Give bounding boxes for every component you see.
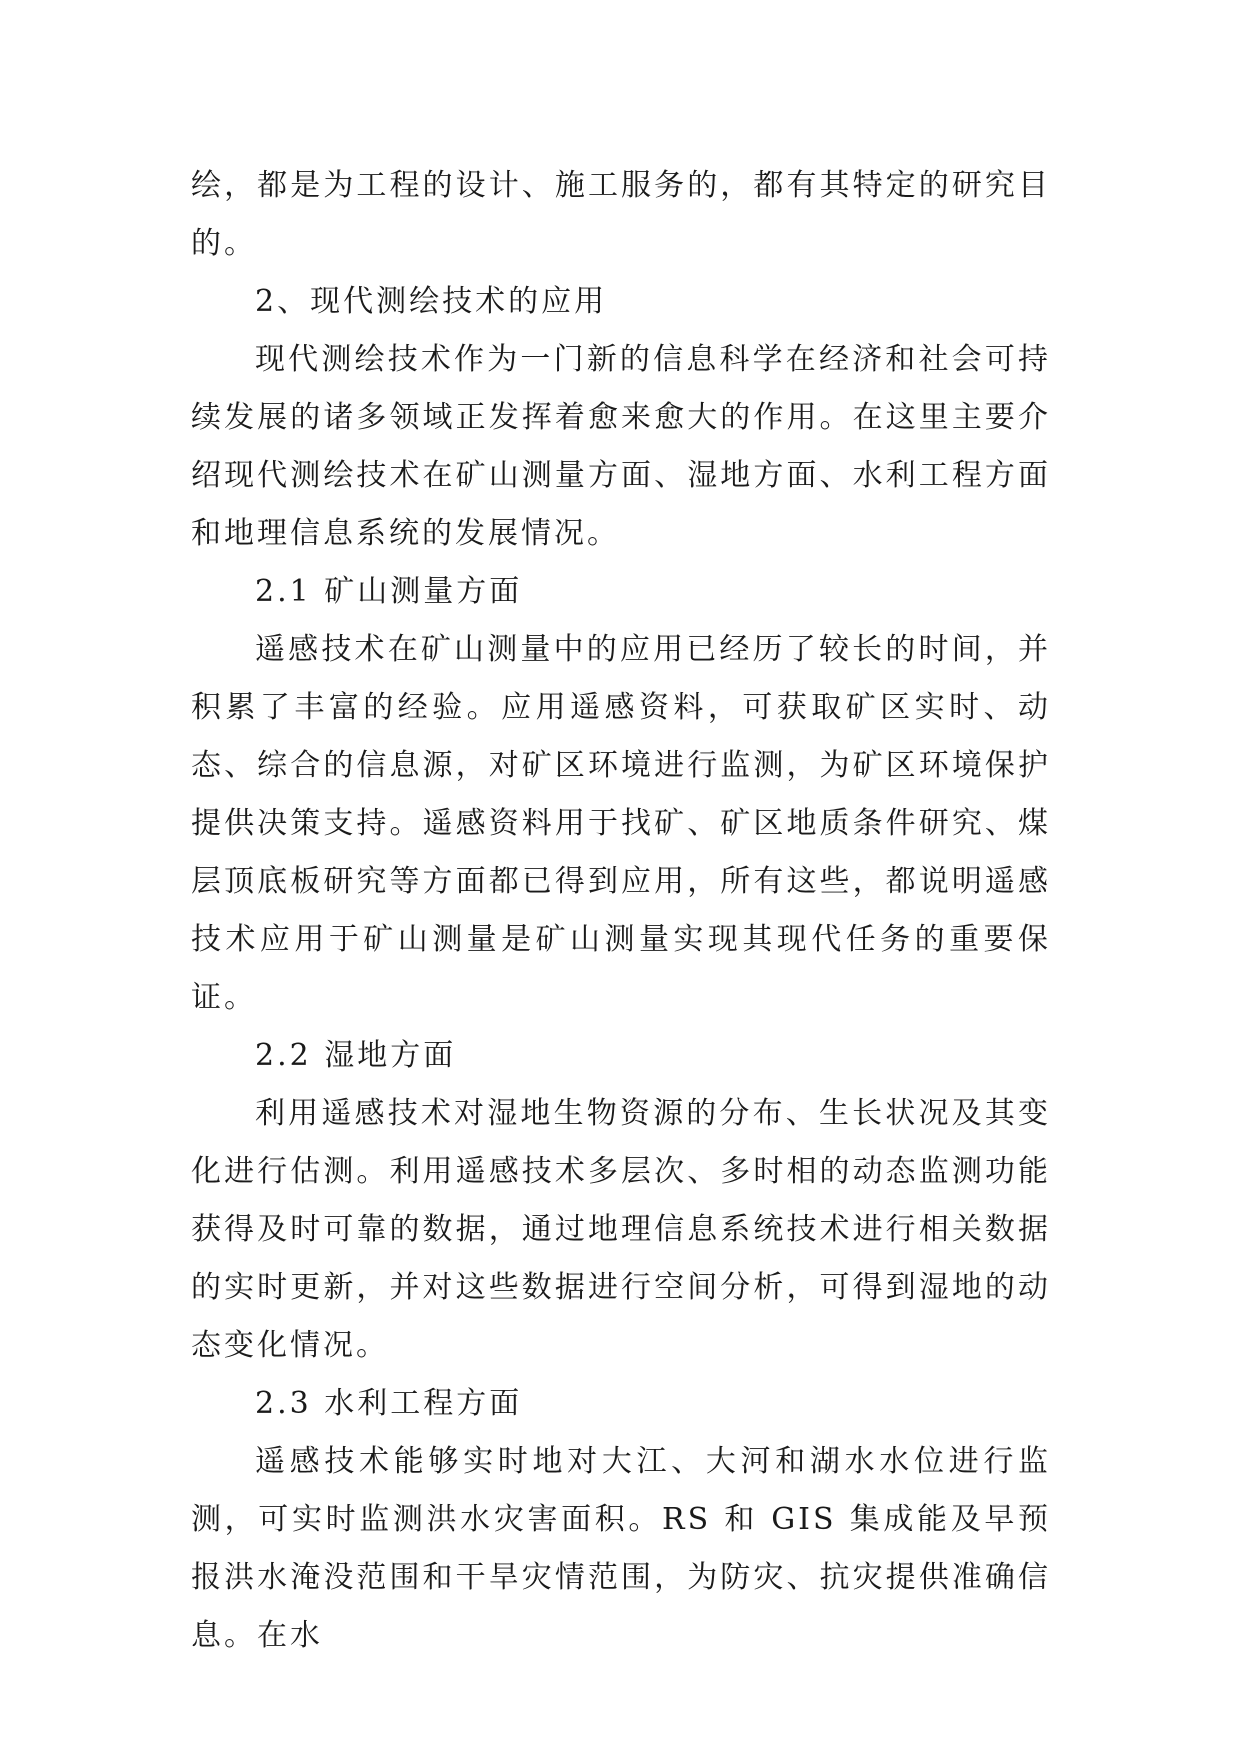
paragraph-continuation: 绘，都是为工程的设计、施工服务的，都有其特定的研究目的。 [191, 168, 1051, 261]
paragraph-intro: 现代测绘技术作为一门新的信息科学在经济和社会可持续发展的诸多领域正发挥着愈来愈大的作用。在这里主要介绍现代测绘技术在矿山测量方面、湿地方面、水利工程方面和地理信息系统的发展情况。 [191, 342, 1051, 551]
paragraph-mining: 遥感技术在矿山测量中的应用已经历了较长的时间，并积累了丰富的经验。应用遥感资料，可获取矿区实时、动态、综合的信息源，对矿区环境进行监测，为矿区环境保护提供决策支持。遥感资料用于找矿、矿区地质条件研究、煤层顶底板研究等方面都已得到应用，所有这些，都说明遥感技术应用于矿山测量是矿山测量实现其现代任务的重要保证。 [191, 632, 1051, 1015]
section-heading-2-2: 2.2 湿地方面 [255, 1038, 457, 1073]
paragraph-wetland: 利用遥感技术对湿地生物资源的分布、生长状况及其变化进行估测。利用遥感技术多层次、多时相的动态监测功能获得及时可靠的数据，通过地理信息系统技术进行相关数据的实时更新，并对这些数据进行空间分析，可得到湿地的动态变化情况。 [191, 1096, 1051, 1363]
section-heading-2-1: 2.1 矿山测量方面 [255, 574, 523, 609]
section-heading-2-3: 2.3 水利工程方面 [255, 1386, 523, 1421]
paragraph-water-conservancy: 遥感技术能够实时地对大江、大河和湖水水位进行监测，可实时监测洪水灾害面积。RS 和 GIS 集成能及早预报洪水淹没范围和干旱灾情范围，为防灾、抗灾提供准确信息。在水 [191, 1444, 1051, 1653]
document-body [191, 157, 1051, 1665]
section-heading-2: 2、现代测绘技术的应用 [255, 284, 608, 319]
